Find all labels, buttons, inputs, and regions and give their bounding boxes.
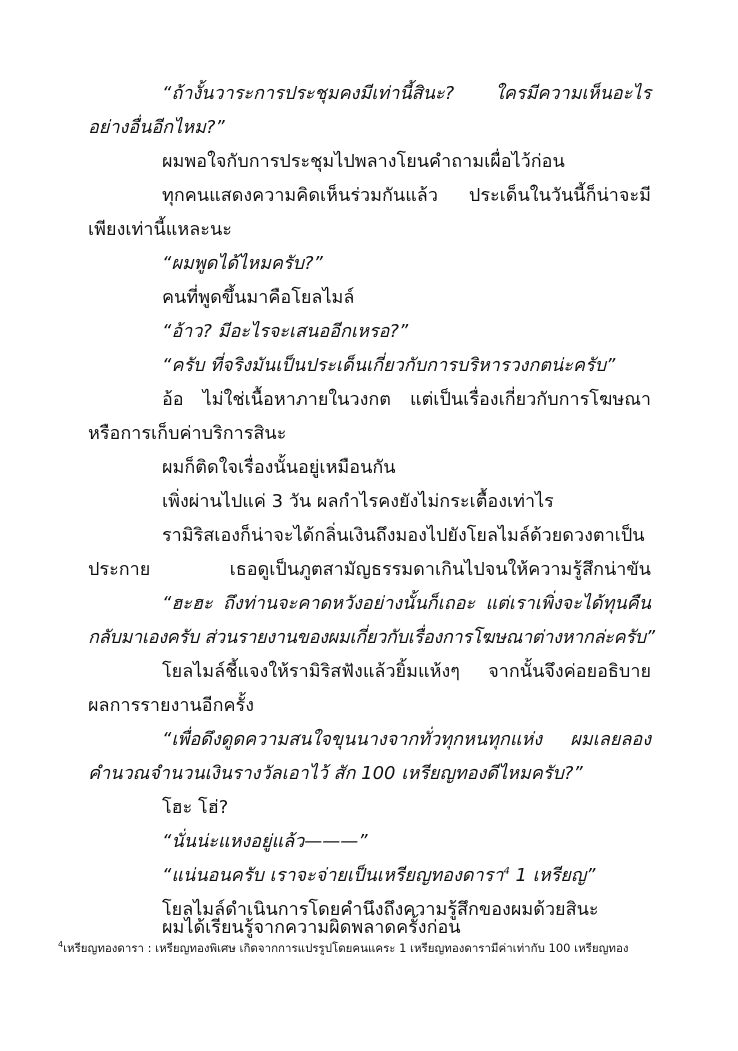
paragraph-line: ผมได้เรียนรู้จากความผิดพลาดครั้งก่อน <box>162 917 461 938</box>
dialogue-text: “แน่นอนครับ เราจะจ่ายเป็นเหรียญทองดารา <box>162 865 504 886</box>
paragraph-line: เพิ่งผ่านไปแค่ 3 วัน ผลกำไรคงยังไม่กระเตื้องเท่าไร <box>162 491 554 512</box>
dialogue-line: กลับมาเองครับ ส่วนรายงานของผมเกี่ยวกับเรื่องการโฆษณาต่างหากล่ะครับ” <box>88 627 655 648</box>
paragraph-line: อ้อ ไม่ใช่เนื้อหาภายในวงกต แต่เป็นเรื่องเกี่ยวกับการโฆษณา <box>162 389 651 410</box>
paragraph-line: รามิริสเองก็น่าจะได้กลิ่นเงินถึงมองไปยังโยลไมล์ด้วยดวงตาเป็น <box>162 525 645 546</box>
paragraph-line: คนที่พูดขึ้นมาคือโยลไมล์ <box>162 287 355 308</box>
dialogue-line: คำนวณจำนวนเงินรางวัลเอาไว้ สัก 100 เหรียญทองดีไหมครับ?” <box>88 763 583 784</box>
paragraph-line: ประกาย เธอดูเป็นภูตสามัญธรรมดาเกินไปจนให้ความรู้สึกน่าขัน <box>88 559 651 580</box>
paragraph-line: โยลไมล์ดำเนินการโดยคำนึงถึงความรู้สึกของผมด้วยสินะ <box>162 899 599 920</box>
dialogue-line: “อ้าว? มีอะไรจะเสนออีกเหรอ?” <box>162 321 409 342</box>
paragraph-line: ผมพอใจกับการประชุมไปพลางโยนคำถามเผื่อไว้ก่อน <box>162 151 565 172</box>
footnote <box>58 940 629 956</box>
dialogue-line: “ฮะฮะ ถึงท่านจะคาดหวังอย่างนั้นก็เถอะ แต่เราเพิ่งจะได้ทุนคืน <box>162 593 651 614</box>
paragraph-line: ทุกคนแสดงความคิดเห็นร่วมกันแล้ว ประเด็นในวันนี้ก็น่าจะมี <box>162 185 651 206</box>
paragraph-line: โฮะ โฮ่? <box>162 797 229 818</box>
dialogue-line: “นั่นน่ะแหงอยู่แล้ว———” <box>162 831 368 852</box>
paragraph-line: ผมก็ติดใจเรื่องนั้นอยู่เหมือนกัน <box>162 457 396 478</box>
paragraph-line: อย่างอื่นอีกไหม?” <box>88 117 225 138</box>
footnote-text: เหรียญทองดารา : เหรียญทองพิเศษ เกิดจากการแปรรูปโดยคนแคระ 1 เหรียญทองดารามีค่าเท่ากับ 100 เหรียญทอง <box>63 941 629 955</box>
dialogue-line: “ผมพูดได้ไหมครับ?” <box>162 253 323 274</box>
paragraph-line: โยลไมล์ชี้แจงให้รามิริสฟังแล้วยิ้มแห้งๆ จากนั้นจึงค่อยอธิบาย <box>162 661 651 682</box>
footnote-marker: 4 <box>58 940 64 950</box>
footnote-reference: 4 <box>503 866 510 877</box>
paragraph-line: หรือการเก็บค่าบริการสินะ <box>88 423 287 444</box>
dialogue-line: “ครับ ที่จริงมันเป็นประเด็นเกี่ยวกับการบริหารวงกตน่ะครับ” <box>162 355 616 376</box>
dialogue-line <box>162 862 596 890</box>
paragraph-line: “ถ้างั้นวาระการประชุมคงมีเท่านี้สินะ? ใครมีความเห็นอะไร <box>162 83 651 104</box>
dialogue-line: “เพื่อดึงดูดความสนใจขุนนางจากทั่วทุกหนทุกแห่ง ผมเลยลอง <box>162 729 651 750</box>
paragraph-line: ผลการรายงานอีกครั้ง <box>88 695 254 716</box>
dialogue-text: 1 เหรียญ” <box>509 865 596 886</box>
paragraph-line: เพียงเท่านี้แหละนะ <box>88 219 232 240</box>
